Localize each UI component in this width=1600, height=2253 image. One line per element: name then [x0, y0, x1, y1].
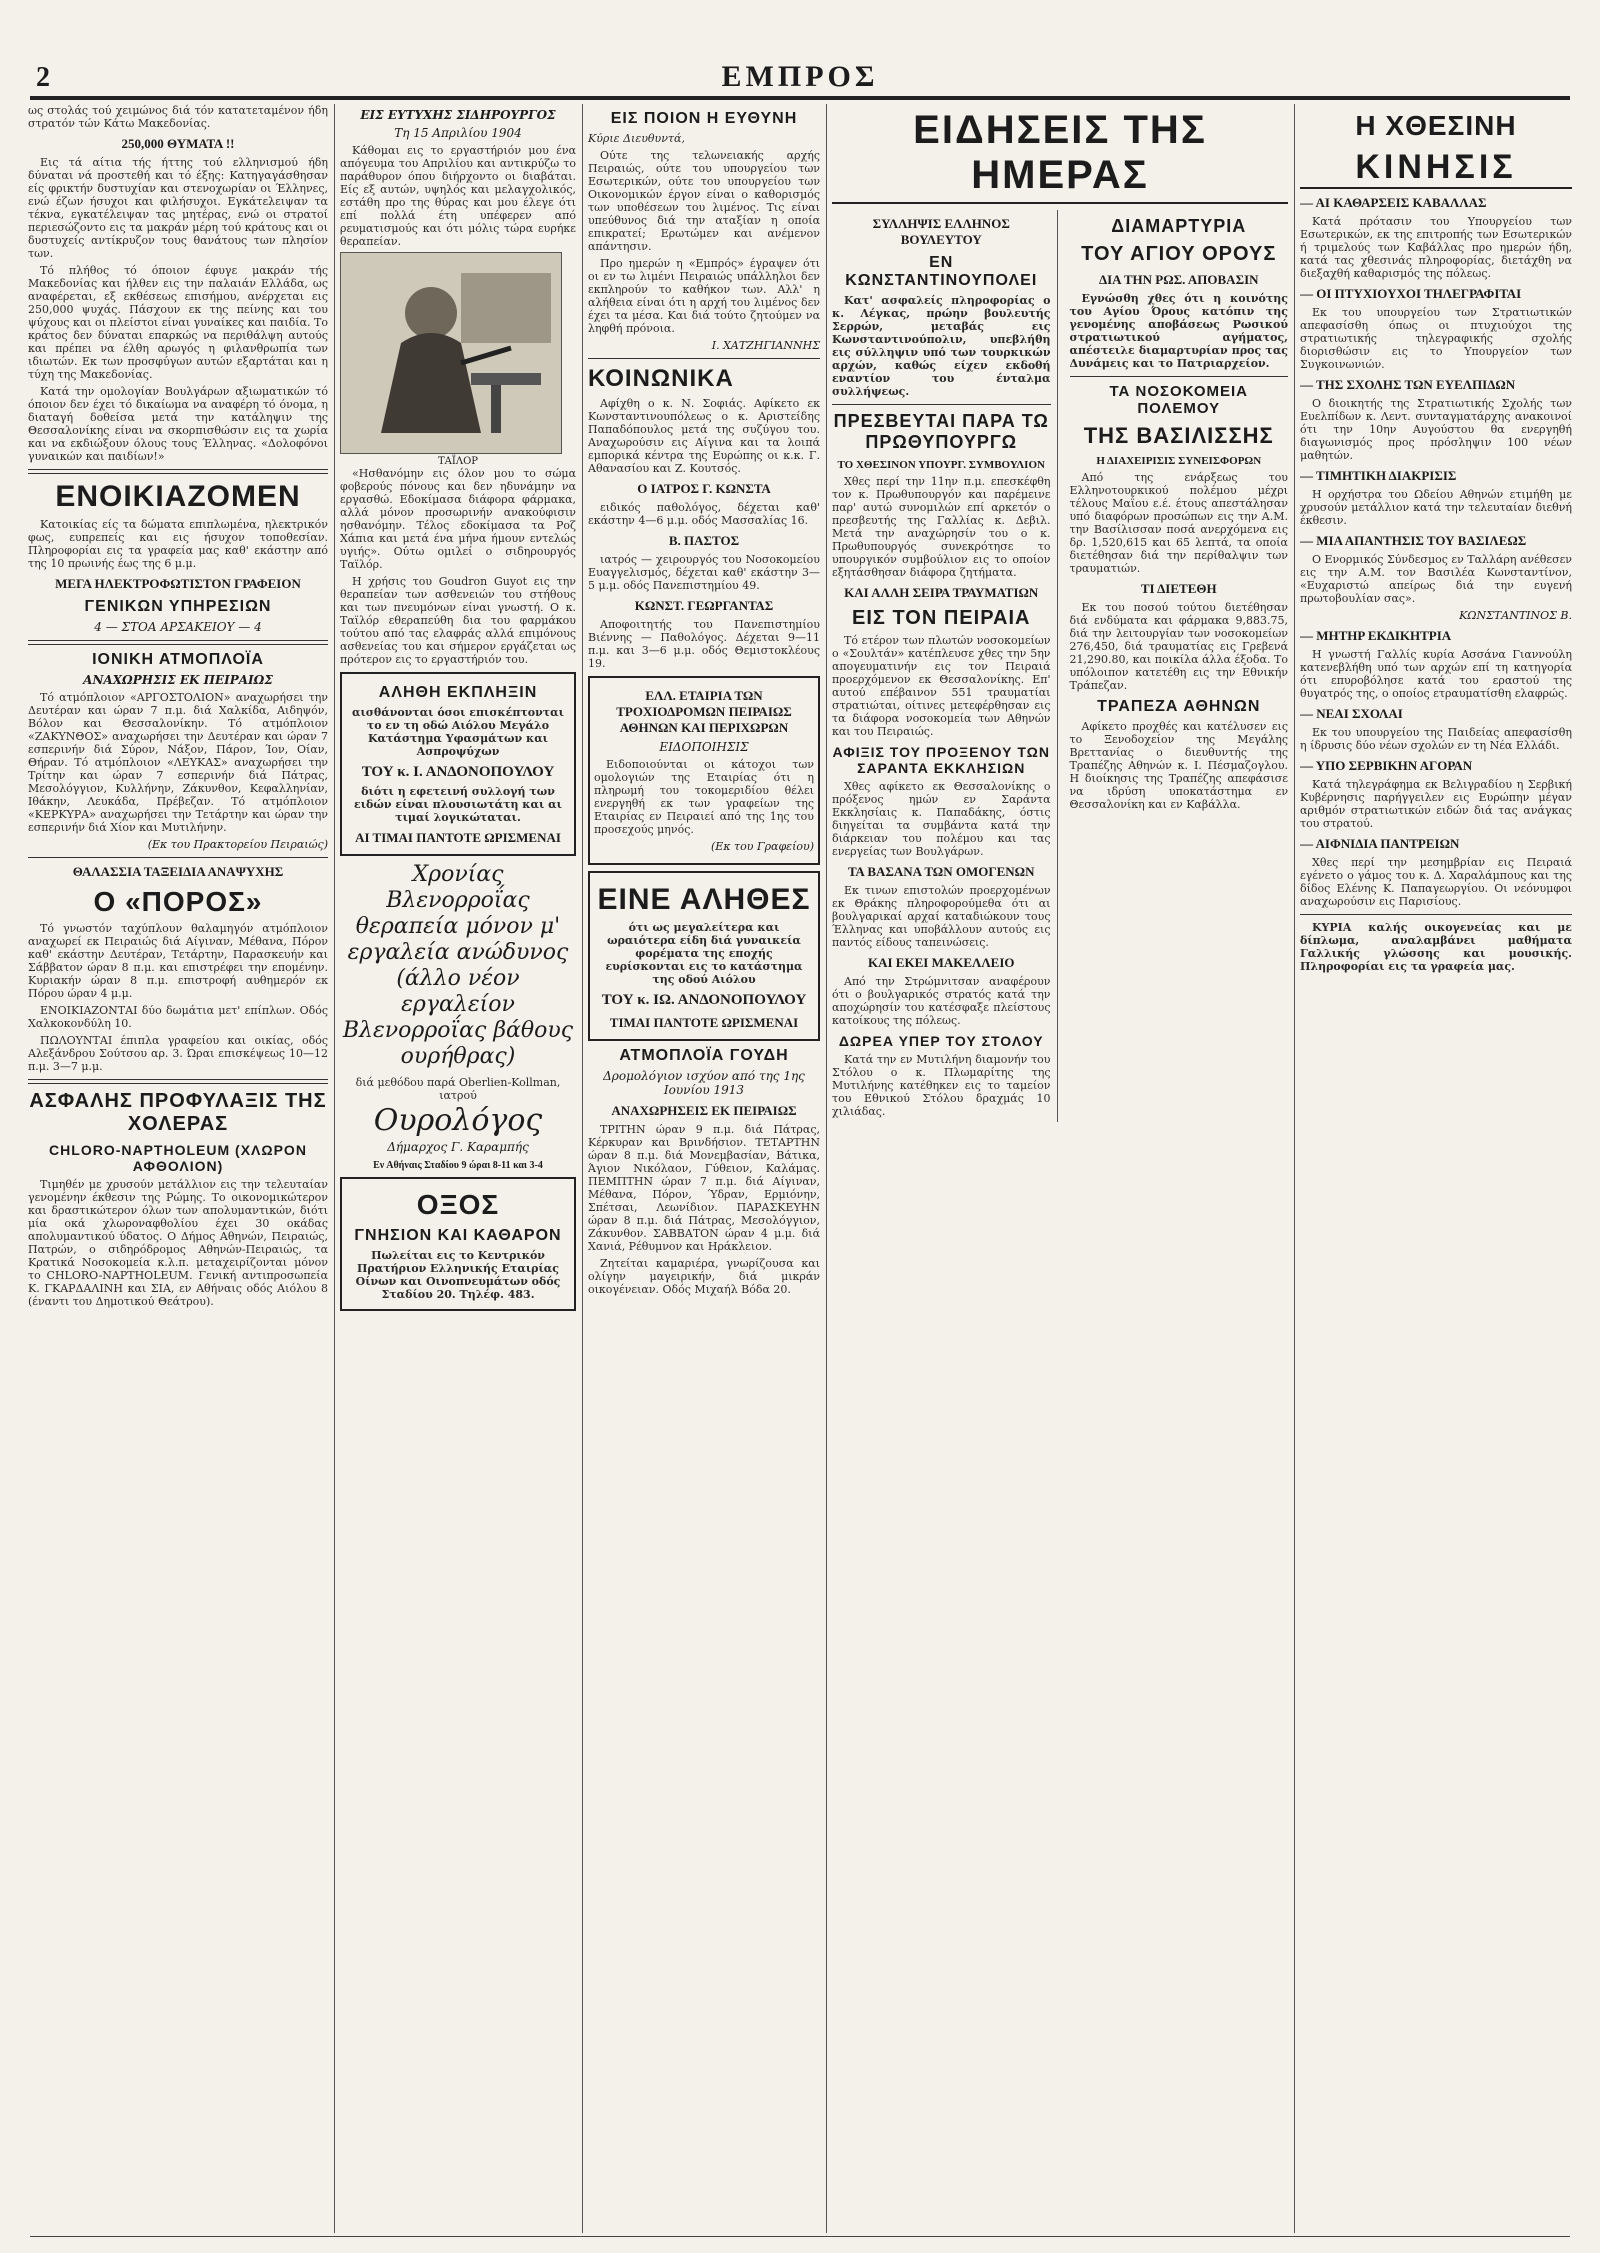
subheadline: Η ΔΙΑΧΕΙΡΙΣΙΣ ΣΥΝΕΙΣΦΟΡΩΝ [1096, 455, 1262, 467]
ad-name: ΤΟΥ κ. Ι. ΑΝΔΟΝΟΠΟΥΛΟΥ [361, 764, 555, 780]
section-title: ΚΟΙΝΩΝΙΚΑ [588, 365, 734, 392]
article-text: Χθες περί την 11ην π.μ. επεσκέφθη τον κ. Πρωθυπουργόν και παρέμεινε παρ' αυτώ συνομιλών επί αρκετόν ο πρεσβευτής της Γαλλίας κ. Δεβιλ. Μετά την αναχώρησίν του ο κ. Πρωθυπουργός συνεκρότησε το υπουργικόν συμβούλιον εις το οποίον εξητάσθησαν διάφορα ζητήματα. [832, 475, 1051, 579]
doctor-name: Ο ΙΑΤΡΟΣ Γ. ΚΩΝΣΤΑ [637, 481, 771, 496]
ad-text: διά μεθόδου παρά Oberlien-Kollman, ιατρού [355, 1076, 561, 1102]
classified-text: ΠΩΛΟΥΝΤΑΙ έπιπλα γραφείου και οικίας, οδός Αλεξάνδρου Σούτσου αρ. 3. Ώραι επισκέψεως 10—12 π.μ. 3—7 μ.μ. [28, 1034, 328, 1073]
article-text: Ο Ενορμικός Σύνδεσμος εν Ταλλάρη ανέθεσεν εις την Α.Μ. τον Βασιλέα Κωνσταντίνον, «Ευχαριστώ απείρως διά την ευγενή πρωτοβουλίαν σας». [1300, 553, 1572, 605]
article-text: Εκ του υπουργείου των Στρατιωτικών απεφασίσθη όπως οι πτυχιούχοι της στρατιωτικής τηλεγραφικής σχολής διορισθώσιν εις το Υπουργείον των Συγκοινωνιών. [1300, 306, 1572, 371]
ad-box [340, 672, 576, 856]
column-2 [340, 104, 576, 2233]
masthead [0, 0, 1600, 96]
divider [28, 1079, 328, 1084]
signature: Ι. ΧΑΤΖΗΓΙΑΝΝΗΣ [711, 339, 820, 352]
portrait-illustration [340, 252, 562, 454]
doctor-name: Β. ΠΑΣΤΟΣ [668, 533, 740, 548]
column-4 [832, 104, 1288, 2233]
headline: ΕΙΣ ΤΟΝ ΠΕΙΡΑΙΑ [851, 607, 1031, 629]
article-text: Εκ του υπουργείου της Παιδείας απεφασίσθη η ίδρυσις δύο νέων σχολών εν τη Νέα Ελλάδι. [1300, 726, 1572, 752]
article-text: Η γνωστή Γαλλίς κυρία Ασσάνα Γιαννούλη κατενεβλήθη υπό των αρχών επί τη κατηγορία ότι επυροβόλησε κατά του εραστού της θυγατρός της, ο οποίος ετραυματίσθη ελαφρώς. [1300, 648, 1572, 700]
ad-text: ότι ως μεγαλείτερα και ωραιότερα είδη διά γυναικεία φορέματα της εποχής ευρίσκονται εις το κατάστημα της οδού Αιόλου [605, 921, 803, 986]
section-title: ΙΟΝΙΚΗ ΑΤΜΟΠΛΟΪΑ [92, 651, 264, 668]
script-ad-title: Ουρολόγος [373, 1103, 543, 1138]
article-text: ιατρός — χειρουργός του Νοσοκομείου Ευαγγελισμός, δέχεται καθ' εκάστην 3—5 μ.μ. οδός Πανεπιστημίου 49. [588, 553, 820, 592]
column-divider [826, 104, 827, 2233]
divider [832, 404, 1051, 405]
headline: ΤΙ ΔΙΕΤΕΘΗ [1140, 581, 1217, 596]
article-text: Αφίκετο προχθές και κατέλυσεν εις το Ξενοδοχείον της Μεγάλης Βρεττανίας ο διευθυντής της Τραπέζης Αθηνών κ. Ι. Πέσμαζογλου. Η διοίκησις της Τραπέζης απεφάσισε να ιδρύση υποκατάστημα εν Θεσσαλονίκη και εν Καβάλλα. [1069, 720, 1288, 811]
ad-headline: ΓΕΝΙΚΩΝ ΥΠΗΡΕΣΙΩΝ [84, 598, 272, 615]
newspaper-title: ΕΜΠΡΟΣ [721, 60, 879, 93]
item-heading: — ΟΙ ΠΤΥΧΙΟΥΧΟΙ ΤΗΛΕΓΡΑΦΙΤΑΙ [1300, 286, 1522, 301]
headline: ΤΑ ΒΑΣΑΝΑ ΤΩΝ ΟΜΟΓΕΝΩΝ [848, 864, 1035, 879]
article-text: «Ησθανόμην εις όλον μου το σώμα φοβερούς πόνους και δεν ηδυνάμην να εργασθώ. Εδοκίμασα διάφορα φάρμακα, αλλά μόνον προσωρινήν ανακούφισιν ησθανόμην. Τέλος εδοκίμασα τα Ροζ Χάπια και μετά ένα μήνα ήμουν εντελώς υγιής». Ούτω ομιλεί ο σιδηρουργός Ταϊλόρ. [340, 467, 576, 571]
ad-headline: ΑΛΗΘΗ ΕΚΠΛΗΞΙΝ [378, 684, 538, 701]
headline: ΤΗΣ ΒΑΣΙΛΙΣΣΗΣ [1083, 423, 1274, 448]
ad-subline: ΓΝΗΣΙΟΝ ΚΑΙ ΚΑΘΑΡΟΝ [354, 1227, 562, 1244]
headline: ΚΑΙ ΕΚΕΙ ΜΑΚΕΛΛΕΙΟ [868, 955, 1015, 970]
ship-name: Ο «ΠΟΡΟΣ» [93, 886, 263, 917]
section-subtitle: Δρομολόγιον ισχύον από της 1ης Ιουνίου 1913 [603, 1069, 805, 1097]
ad-text: διότι η εφετεινή συλλογή των ειδών είναι πλουσιωτάτη και αι τιμαί λογικώταται. [354, 785, 562, 824]
figure-caption: ΤΑΪΛΟΡ [438, 456, 478, 467]
ad-name: ΤΟΥ κ. ΙΩ. ΑΝΔΟΝΟΠΟΥΛΟΥ [601, 992, 807, 1008]
headline: ΕΝ ΚΩΝΣΤΑΝΤΙΝΟΥΠΟΛΕΙ [845, 254, 1038, 289]
article-text: Τό ετέρον των πλωτών νοσοκομείων ο «Σουλτάν» κατέπλευσε χθες την 5ην απογευματινήν εις τον Πειραιά προερχόμενον εκ Θεσσαλονίκης. Επ' αυτού επέβαινον 551 τραυματίαι στρατιώται, οίτινες μετεφέρθησαν εις τα διάφορα νοσοκομεία των Αθηνών και του Πειραιώς. [832, 634, 1051, 738]
article-text: Εκ του ποσού τούτου διετέθησαν διά ενδύματα και φάρμακα 9,883.75, διά την λειτουργίαν των νοσοκομείων 276,450, διά τραυματίας εις Γρεβενά 21,290.80, και ποικίλα άλλα έξοδα. Το υπόλοιπον κατετέθη εις την Εθνικήν Τράπεζαν. [1069, 601, 1288, 692]
page-number: 2 [36, 62, 50, 93]
ad-text: Τιμηθέν με χρυσούν μετάλλιον εις την τελευταίαν γενομένην έκθεσιν της Ρώμης. Το οικονομικώτερον και δραστικώτερον όλων των απολυμαντικών, διότι μία οκά χλωροναφθολίου έχει 30 οκάδας απολυμαντικού ύδατος. Ο Δήμος Αθηνών, Πειραιώς, Πατρών, ο σιδηρόδρομος Αθηνών-Πειραιώς, τα Κρατικά Νοσοκομεία κ.λ.π. μεταχειρίζονται μόνον το CHLORO-NAPTHOLEUM. Γενική αντιπροσωπεία K. ΓΚΑΡΔΑΛΙΝΗ και ΣΙΑ, εν Αθήναις οδός Αιόλου 8 (έναντι του Δημοτικού Θεάτρου). [28, 1178, 328, 1308]
masthead-rule [30, 96, 1570, 100]
headline: ΑΦΙΞΙΣ ΤΟΥ ΠΡΟΞΕΝΟΥ ΤΩΝ ΣΑΡΑΝΤΑ ΕΚΚΛΗΣΙΩΝ [832, 744, 1050, 776]
page-bottom-rule [30, 2236, 1570, 2237]
signature: ΚΩΝΣΤΑΝΤΙΝΟΣ Β. [1459, 609, 1572, 622]
item-heading: — ΑΙΦΝΙΔΙΑ ΠΑΝΤΡΕΙΩΝ [1300, 836, 1460, 851]
divider [28, 640, 328, 645]
article-text: Ούτε της τελωνειακής αρχής Πειραιώς, ούτε του υπουργείου των Εσωτερικών, ούτε του υπουργείου των Οικονομικών έργον είναι ο καθορισμός των υποθέσεων του λιμένος. Τις είναι υπεύθυνος διά την αταξίαν η οποία επικρατεί; Ερωτώμεν και ανέμενον απάντησιν. [588, 149, 820, 253]
headline: ΤΡΑΠΕΖΑ ΑΘΗΝΩΝ [1097, 698, 1261, 715]
ad-headline: ΕΝΟΙΚΙΑΖΟΜΕΝ [55, 480, 301, 513]
section-banner: Η ΧΘΕΣΙΝΗ [1355, 110, 1517, 141]
divider [588, 358, 820, 359]
headline: ΤΟΥ ΑΓΙΟΥ ΟΡΟΥΣ [1081, 243, 1277, 265]
article-text: Κατά την ομολογίαν Βουλγάρων αξιωματικών τό όποιον δεν έχει τό δικαίωμα να αναφέρη τό όνομα, η διαταγή δοθείσα μετά την κατάληψιν της Θεσσαλονίκης είναι να σκορπισθώσιν εις τα χωρία και να εκδιώξουν όλους τους Έλληνας. «Δολοφόνοι γυναικών και παιδίων!» [28, 385, 328, 463]
article-text: Κάθομαι εις το εργαστήριόν μου ένα απόγευμα του Απριλίου και αντικρύζω το παράθυρον όπου διήρχοντο οι διαβάται. Είς εξ αυτών, υψηλός και μελαγχολικός, εστάθη προ της θύρας και μου έλεγε ότι επί πολλά έτη υπέφερεν από ρευματισμούς και ότι μόλις τώρα ευρήκε θεραπείαν. [340, 144, 576, 248]
column-divider [1294, 104, 1295, 2233]
ad-text: Πωλείται εις το Κεντρικόν Πρατήριον Ελληνικής Εταιρίας Οίνων και Οινοπνευμάτων οδός Σταδίου 20. Τηλέφ. 483. [355, 1249, 561, 1301]
article-text: Χθες περί την μεσημβρίαν εις Πειραιά εγένετο ο γάμος του κ. Δ. Χαραλάμπους και της δίδος Ελένης Κ. Παπαγεωργίου. Οι νεόνυμφοι αναχωρούσιν εις Παρισίους. [1300, 856, 1572, 908]
classified-text: ΚΥΡΙΑ καλής οικογενείας και με δίπλωμα, αναλαμβάνει μαθήματα Γαλλικής γλώσσης και μουσικής. Πληροφορίαι εις τα γραφεία μας. [1300, 921, 1572, 973]
column-5 [1300, 104, 1572, 2233]
item-heading: — ΜΙΑ ΑΠΑΝΤΗΣΙΣ ΤΟΥ ΒΑΣΙΛΕΩΣ [1300, 533, 1527, 548]
divider [1070, 376, 1289, 377]
ad-box [588, 871, 820, 1041]
subheadline: ΔΙΑ ΤΗΝ ΡΩΣ. ΑΠΟΒΑΣΙΝ [1098, 272, 1259, 287]
divider [1300, 914, 1572, 915]
column-1 [28, 104, 328, 2233]
section-subtitle: ΑΝΑΧΩΡΗΣΙΣ ΕΚ ΠΕΙΡΑΙΩΣ [83, 673, 273, 687]
headline: ΣΥΛΛΗΨΙΣ ΕΛΛΗΝΟΣ ΒΟΥΛΕΥΤΟΥ [872, 216, 1010, 247]
article-text: Από την Στρώμνιτσαν αναφέρουν ότι ο βουλγαρικός στρατός κατά την αποχώρησίν του κατέσφαξε πλείστους κατοίκους της πόλεως. [832, 975, 1051, 1027]
item-heading: — ΤΗΣ ΣΧΟΛΗΣ ΤΩΝ ΕΥΕΛΠΙΔΩΝ [1300, 377, 1516, 392]
notice-subtitle: ΕΙΔΟΠΟΙΗΣΙΣ [659, 740, 749, 754]
headline: 250,000 ΘΥΜΑΤΑ !! [121, 136, 235, 151]
article-text: Κατά τηλεγράφημα εκ Βελιγραδίου η Σερβική Κυβέρνησις παρήγγειλεν εις Ευρώπην μέγαν αριθμόν στρατιωτικών ειδών διά τας ανάγκας του στρατού. [1300, 778, 1572, 830]
headline: ΕΙΣ ΠΟΙΟΝ Η ΕΥΘΥΝΗ [610, 110, 798, 127]
article-text: Εγνώσθη χθες ότι η κοινότης του Αγίου Όρους κατόπιν της γενομένης αποβάσεως Ρωσικού στρατιωτικού αγήματος, απέστειλε διαμαρτυρίαν προς τας Δυνάμεις και το Πατριαρχείον. [1069, 292, 1288, 370]
article-text: Κατά την εν Μυτιλήνη διαμονήν του Στόλου ο κ. Πλωμαρίτης της Μυτιλήνης κατέθηκεν εις το ταμείον του Εθνικού Στόλου δραχμάς 10 χιλιάδας. [832, 1053, 1051, 1118]
article-text: Εκ τινων επιστολών προερχομένων εκ Θράκης πληροφορούμεθα ότι αι βουλγαρικαί αρχαί καταδιώκουν τους Έλληνας και υποβάλλουν αυτούς εις παντός είδους ταπεινώσεις. [832, 884, 1051, 949]
news-subcolumns [832, 210, 1288, 1122]
ad-footer: ΤΙΜΑΙ ΠΑΝΤΟΤΕ ΩΡΙΣΜΕΝΑΙ [609, 1015, 799, 1030]
article-text: Εις τά αίτια τής ήττης τού ελληνισμού ήδη δύναται νά προστεθή και τό έξης: Κατηγαγάσθησαν είς φρικτήν δυστυχίαν και στενοχωρίαν οι Έλληνες, ενώ έζων ήσυχοι και φιλήσυχοι. Εγκάτελειψαν τα τέκνα, εγκατέλειψαν τας μητέρας, ενώ οι στρατοί περιεσώζοντο εις τα μακράν μέρη τού κράτους και οι δυστυχείς αντίκρυζον τους θανάτους των πλησίον των. [28, 156, 328, 260]
section-title: ΘΑΛΑΣΣΙΑ ΤΑΞΕΙΔΙΑ ΑΝΑΨΥΧΗΣ [72, 864, 284, 879]
column-divider [582, 104, 583, 2233]
script-ad-text: Χρονίας Βλενορροΐας θεραπεία μόνον μ' εργαλεία ανώδυνος (άλλο νέον εργαλείον Βλενορροΐας βάθους ουρήθρας) [342, 862, 574, 1069]
article-text: Τό γνωστόν ταχύπλουν θαλαμηγόν ατμόπλοιον αναχωρεί εκ Πειραιώς διά Αίγιναν, Μέθανα, Πόρον καθ' εκάστην Δευτέραν, Τετάρτην, Παρασκευήν και Σάββατον ώραν 8 π.μ. και επιστρέφει την επομένην. Κυριακήν ώραν 8 π.μ. επιστροφή αυθημερόν εκ Πόρου ώραν 4 μ.μ. [28, 922, 328, 1000]
article-text: Αφίχθη ο κ. Ν. Σοφιάς. Αφίκετο εκ Κωνσταντινουπόλεως ο κ. Αριστείδης Παπαδόπουλος μετά της συζύγου του. Αναχωρούσιν εις Αίγινα και τα λοιπά εμπορικά κέντρα της Ευρώπης οι κ.κ. Γ. Αθανασίου και Ζ. Κουτσός. [588, 397, 820, 475]
article-text: Η ορχήστρα του Ωδείου Αθηνών ετιμήθη με χρυσούν μετάλλιον κατά την τελευταίαν διεθνή έκθεσιν. [1300, 488, 1572, 527]
item-heading: — ΥΠΟ ΣΕΡΒΙΚΗΝ ΑΓΟΡΑΝ [1300, 758, 1473, 773]
ad-line: ΜΕΓΑ ΗΛΕΚΤΡΟΦΩΤΙΣΤΟΝ ΓΡΑΦΕΙΟΝ [55, 576, 301, 591]
ad-subline: CHLORO-NAPTHOLEUM (ΧΛΩΡΟΝ ΑΦΘΟΛΙΟΝ) [49, 1142, 307, 1174]
dateline: Τη 15 Απριλίου 1904 [394, 126, 522, 140]
article-text: Κατ' ασφαλείς πληροφορίας ο κ. Λέγκας, πρώην βουλευτής Σερρών, μεταβάς εις Κωνσταντινούπολιν, υπεβλήθη εις σύλληψιν υπό των τουρκικών αρχών, καθώς είχεν εκδοθή εναντίον του ένταλμα συλλήψεως. [832, 294, 1051, 398]
divider [28, 857, 328, 858]
article-text: Η χρήσις του Goudron Guyot εις την θεραπείαν των ασθενειών του στήθους και των πνευμόνων είναι γνωστή. Ο κ. Ταϊλόρ εθεραπεύθη δια του φαρμάκου τούτου από τας ελαφράς αλλά επιμόνους ασθενείας του και σήμερον εργάζεται ως πρότερον εις το εργαστήριόν του. [340, 575, 576, 666]
section-title: ΑΤΜΟΠΛΟΪΑ ΓΟΥΔΗ [619, 1047, 789, 1064]
column-divider [334, 104, 335, 2233]
headline: ΤΑ ΝΟΣΟΚΟΜΕΙΑ ΠΟΛΕΜΟΥ [1109, 383, 1249, 417]
article-text: Αποφοιτητής του Πανεπιστημίου Βιέννης — Παθολόγος. Δέχεται 9—11 π.μ. και 3—6 μ.μ. οδός Θεμιστοκλέους 19. [588, 618, 820, 670]
item-heading: — ΤΙΜΗΤΙΚΗ ΔΙΑΚΡΙΣΙΣ [1300, 468, 1457, 483]
salutation: Κύριε Διευθυντά, [588, 132, 685, 145]
article-text: ειδικός παθολόγος, δέχεται καθ' εκάστην 4—6 μ.μ. οδός Μασσαλίας 16. [588, 501, 820, 527]
article-text: Ο διοικητής της Στρατιωτικής Σχολής των Ευελπίδων κ. Λεντ. συνταγματάρχης ανακοινοί ότι την 10ην Αυγούστου θα ενεργηθή διαγωνισμός προς πρόσληψιν 100 νέων μαθητών. [1300, 397, 1572, 462]
article-text: Από της ενάρξεως του Ελληνοτουρκικού πολέμου μέχρι τέλους Μαΐου ε.έ. έτους απεστάλησαν υπό διαφόρων προσώπων εις την Α.Μ. την Βασίλισσαν ποσά ανερχόμενα εις δρ. 1,520,615 και 65 λεπτά, τα οποία διετέθησαν διά την περίθαλψιν των τραυματιών. [1069, 471, 1288, 575]
headline: ΚΑΙ ΑΛΛΗ ΣΕΙΡΑ ΤΡΑΥΜΑΤΙΩΝ [844, 585, 1039, 600]
notice-box [588, 676, 820, 865]
divider [28, 469, 328, 474]
article-text: Τό ατμόπλοιον «ΑΡΓΟΣΤΟΛΙΟΝ» αναχωρήσει την Δευτέραν και ώραν 7 π.μ. διά Χαλκίδα, Αιδηψόν, Βόλον και Θεσσαλονίκην. Τό ατμόπλοιον «ΖΑΚΥΝΘΟΣ» αναχωρήσει την Δευτέραν και ώραν 7 εσπερινήν διά Σύρον, Νάξον, Πάρον, Ίον, Οίαν, Θήραν. Τό ατμόπλοιον «ΛΕΥΚΑΣ» αναχωρήσει την Τρίτην και ώραν 7 εσπερινήν διά Πάτρας, Μεσολόγγιον, Κυλλήνην, Ζάκυνθον, Κεφαλληνίαν, Ιθάκην, Λευκάδα, Πρέβεζαν. Τό ατμόπλοιον «ΚΕΡΚΥΡΑ» αναχωρήσει την Τετάρτην και ώραν την εσπερινήν διά Χίον και Μυτιλήνην. [28, 691, 328, 834]
news-left [832, 210, 1058, 1122]
headline: ΔΩΡΕΑ ΥΠΕΡ ΤΟΥ ΣΤΟΛΟΥ [838, 1033, 1044, 1049]
classified-text: ΕΝΟΙΚΙΑΖΟΝΤΑΙ δύο δωμάτια μετ' επίπλων. Οδός Χαλκοκονδύλη 10. [28, 1004, 328, 1030]
item-heading: — ΜΗΤΗΡ ΕΚΔΙΚΗΤΡΙΑ [1300, 628, 1452, 643]
section-banner: ΚΙΝΗΣΙΣ [1300, 148, 1572, 189]
notice-text: Ειδοποιούνται οι κάτοχοι των ομολογιών της Εταιρίας ότι η πληρωμή του τοκομεριδίου θέλει ενεργηθή εκ των γραφείων της Εταιρίας εν Πειραιεί από της 1ης του προσεχούς μηνός. [594, 758, 814, 836]
news-right [1070, 210, 1289, 1122]
signature: (Εκ του Πρακτορείου Πειραιώς) [147, 838, 328, 851]
schedule-heading: ΑΝΑΧΩΡΗΣΕΙΣ ΕΚ ΠΕΙΡΑΙΩΣ [611, 1103, 797, 1118]
article-text: Προ ημερών η «Εμπρός» έγραψεν ότι οι εν τω λιμένι Πειραιώς υπάλληλοι δεν εκπληρούν το καθήκον των. Αλλ' η αλήθεια είναι ότι η αρχή του λιμένος δεν έχει τα μέσα. Και διά τούτο ζητούμεν να ληφθή πρόνοια. [588, 257, 820, 335]
ad-text: αισθάνονται όσοι επισκέπτονται το εν τη οδώ Αιόλου Μεγάλο Κατάστημα Υφασμάτων και Ασπροψύχων [352, 706, 564, 758]
ad-headline: ΟΞΟΣ [416, 1189, 500, 1220]
signature: (Εκ του Γραφείου) [711, 840, 814, 853]
subheadline: ΤΟ ΧΘΕΣΙΝΟΝ ΥΠΟΥΡΓ. ΣΥΜΒΟΥΛΙΟΝ [837, 459, 1045, 471]
ad-address: Εν Αθήναις Σταδίου 9 ώραι 8-11 και 3-4 [373, 1160, 543, 1171]
section-banner: ΕΙΔΗΣΕΙΣ ΤΗΣ ΗΜΕΡΑΣ [832, 108, 1288, 204]
ad-footer: ΑΙ ΤΙΜΑΙ ΠΑΝΤΟΤΕ ΩΡΙΣΜΕΝΑΙ [355, 830, 561, 845]
ad-text: Κατοικίας είς τα δώματα επιπλωμένα, ηλεκτρικόν φως, ευπρεπείς και εις ήσυχον τοποθεσίαν. Πληροφορίαι εις τα γραφεία μας καθ' εκάστην από της 10 πρωινής έως της 6 μ.μ. [28, 518, 328, 570]
headline: ΔΙΑΜΑΡΤΥΡΙΑ [1111, 216, 1247, 236]
ad-box [340, 1177, 576, 1311]
ad-headline: ΕΙΝΕ ΑΛΗΘΕΣ [597, 883, 811, 916]
article-text: Χθες αφίκετο εκ Θεσσαλονίκης ο πρόξενος ημών εν Σαράντα Εκκλησίαις κ. Παπαδάκης, όστις διηγείται τα συμβάντα κατά την διάρκειαν του πολέμου και τας ενεργείας των Βουλγάρων. [832, 780, 1051, 858]
ad-headline: ΑΣΦΑΛΗΣ ΠΡΟΦΥΛΑΞΙΣ ΤΗΣ ΧΟΛΕΡΑΣ [29, 1090, 327, 1135]
portrait-drawing [341, 253, 561, 453]
ad-subline: 4 — ΣΤΟΑ ΑΡΣΑΚΕΙΟΥ — 4 [94, 620, 262, 634]
ad-name: Δήμαρχος Γ. Καραμπής [387, 1140, 529, 1154]
column-3 [588, 104, 820, 2233]
headline: ΕΙΣ ΕΥΤΥΧΗΣ ΣΙΔΗΡΟΥΡΓΟΣ [360, 108, 556, 122]
classified-text: Ζητείται καμαριέρα, γνωρίζουσα και ολίγην μαγειρικήν, διά μικράν οικογένειαν. Οδός Μιχαήλ Βόδα 20. [588, 1257, 820, 1296]
article-text: ως στολάς τού χειμώνος διά τόν κατατεταμένον ήδη στρατόν τών Κάτω Μακεδονίας. [28, 104, 328, 130]
article-text: Τό πλήθος τό όποιον έφυγε μακράν τής Μακεδονίας και ήλθεν εις την παλαιάν Ελλάδα, ως αναφέρεται, εξ εκθέσεως επισήμου, ανέρχεται εις 250,000 ψυχάς. Πάσχουν εκ της πείνης και του ψύχους και οι πλείστοι είναι γυναίκες και παιδία. Το κράτος δεν δύναται επαρκώς να περιθάλψη αυτούς και πρέπει να έλθη αρωγός η φιλανθρωπία των ιδιωτών. Εκ των προσφύγων αυτών εξαρτάται και η τύχη της Μακεδονίας. [28, 264, 328, 381]
schedule-text: ΤΡΙΤΗΝ ώραν 9 π.μ. διά Πάτρας, Κέρκυραν και Βρινδήσιον. ΤΕΤΑΡΤΗΝ ώραν 8 π.μ. διά Μονεμβασίαν, Βάτικα, Άγιον Νικόλαον, Γύθειον, Καλάμας. ΠΕΜΠΤΗΝ ώραν 7 π.μ. διά Αίγιναν, Μέθανα, Πόρον, Ύδραν, Ερμιόνην, Σπέτσαι, Λεωνίδιον. ΠΑΡΑΣΚΕΥΗΝ ώραν 8 π.μ. διά Πάτρας, Μεσολόγγιον, Ζάκυνθον. ΣΑΒΒΑΤΟΝ ώραν 4 μ.μ. διά Χανιά, Ρέθυμνον και Ηράκλειον. [588, 1123, 820, 1253]
article-text: Κατά πρότασιν του Υπουργείου των Εσωτερικών, εκ της επιτροπής των Εσωτερικών ή τριμελούς των Καβάλλας προ ημερών ήδη, κατά τας χθεσινάς πληροφορίας, διετάχθη να διεξαχθή καθαρισμός της πόλεως. [1300, 215, 1572, 280]
item-heading: — ΝΕΑΙ ΣΧΟΛΑΙ [1300, 706, 1403, 721]
notice-title: ΕΛΛ. ΕΤΑΙΡΙΑ ΤΩΝ ΤΡΟΧΙΟΔΡΟΜΩΝ ΠΕΙΡΑΙΩΣ ΑΘΗΝΩΝ ΚΑΙ ΠΕΡΙΧΩΡΩΝ [616, 688, 792, 735]
item-heading: — ΑΙ ΚΑΘΑΡΣΕΙΣ ΚΑΒΑΛΛΑΣ [1300, 195, 1487, 210]
doctor-name: ΚΩΝΣΤ. ΓΕΩΡΓΑΝΤΑΣ [634, 598, 774, 613]
headline: ΠΡΕΣΒΕΥΤΑΙ ΠΑΡΑ ΤΩ ΠΡΩΘΥΠΟΥΡΓΩ [833, 411, 1049, 452]
